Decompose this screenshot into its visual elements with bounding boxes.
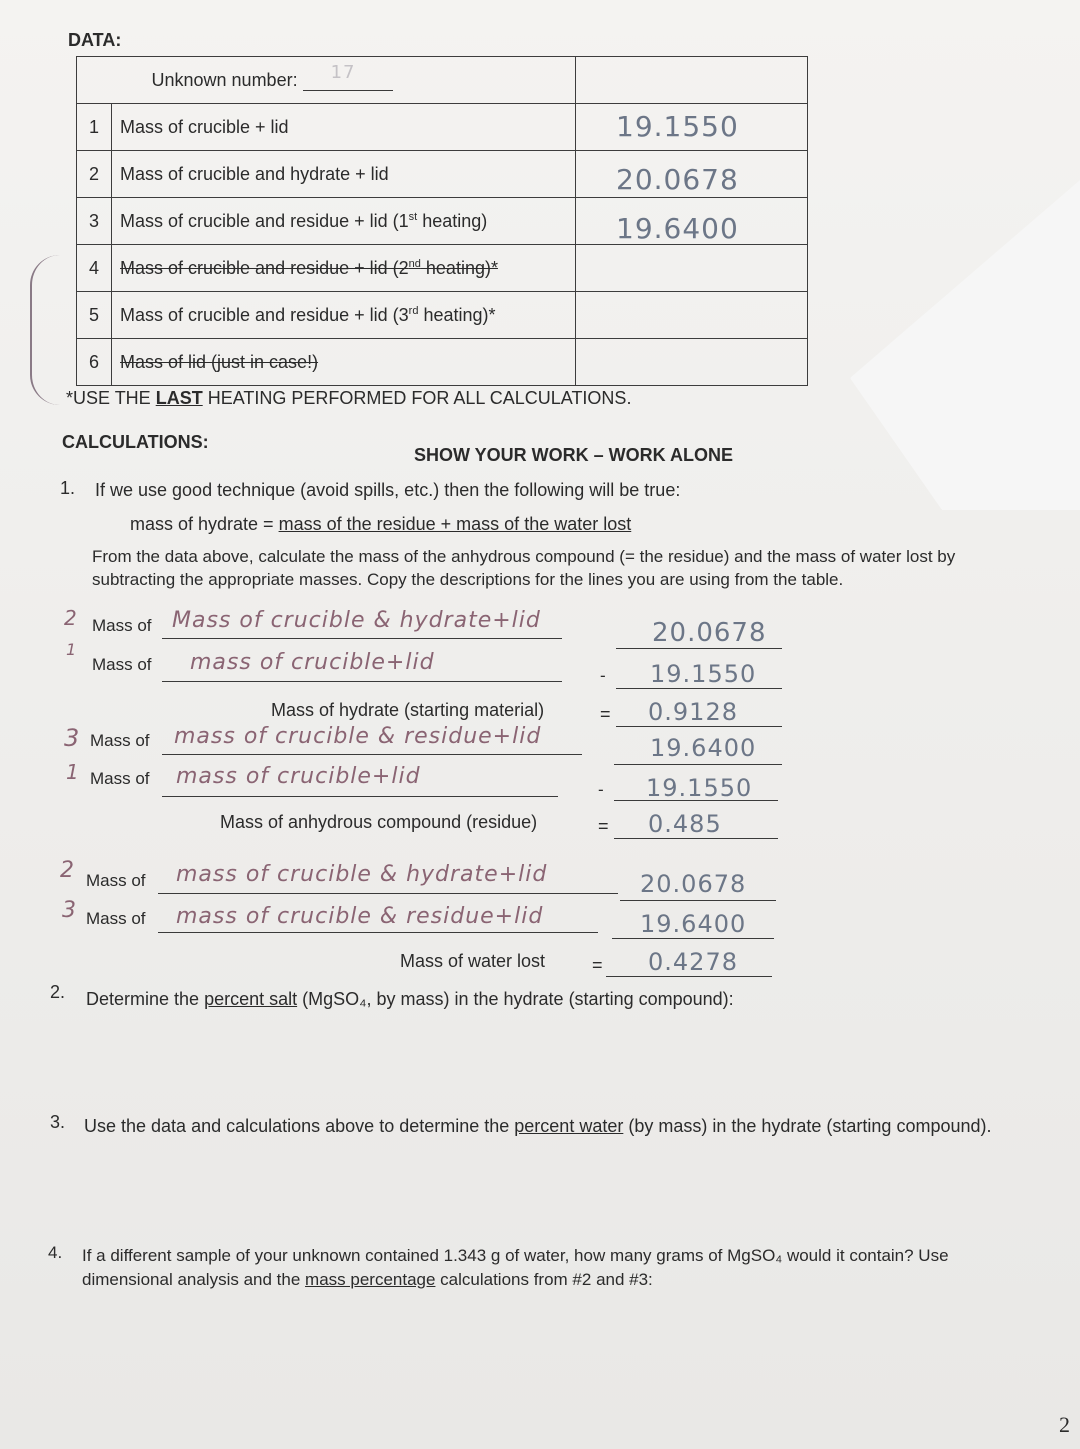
row-label: Mass of crucible and residue + lid (3rd heating)* xyxy=(112,292,576,339)
unknown-number-value: 17 xyxy=(330,61,356,83)
value-line xyxy=(612,938,774,939)
q2-number: 2. xyxy=(50,982,66,1002)
row-label: Mass of crucible and residue + lid (2nd heating)* xyxy=(112,245,576,292)
value-line xyxy=(614,764,782,765)
table-row xyxy=(77,198,808,245)
entry-line xyxy=(158,893,618,894)
line-ref: 1 xyxy=(66,640,78,659)
row-label: Mass of lid (just in case!) xyxy=(112,339,576,386)
row-value: 19.1550 xyxy=(616,110,739,143)
mass-of-label: Mass of xyxy=(86,909,146,928)
row-number: 5 xyxy=(77,292,112,339)
handwritten-value: 19.1550 xyxy=(650,660,757,688)
line-ref: 2 xyxy=(64,606,78,630)
line-ref: 3 xyxy=(64,724,81,752)
row-label: Mass of crucible + lid xyxy=(112,104,576,151)
line-ref: 3 xyxy=(62,898,77,923)
line-ref: 2 xyxy=(60,858,75,883)
handwritten-description: mass of crucible+lid xyxy=(190,650,435,675)
handwritten-value: 19.6400 xyxy=(640,910,747,938)
value-line xyxy=(616,688,782,689)
q1-number: 1. xyxy=(60,478,76,498)
table-row xyxy=(77,339,808,386)
data-heading: DATA: xyxy=(68,30,122,50)
unknown-number-row xyxy=(77,57,808,104)
equals-sign: = xyxy=(600,704,611,724)
q1-text: If we use good technique (avoid spills, etc.) then the following will be true: xyxy=(95,480,681,500)
q1-paragraph-line2: subtracting the appropriate masses. Copy the descriptions for the lines you are using from the table. xyxy=(92,570,844,589)
row-number: 2 xyxy=(77,151,112,198)
row-value: 20.0678 xyxy=(616,163,739,196)
handwritten-value: 19.1550 xyxy=(646,774,753,802)
table-row xyxy=(77,104,808,151)
value-line xyxy=(606,976,772,977)
handwritten-result: 0.4278 xyxy=(648,948,738,976)
handwritten-description: mass of crucible+lid xyxy=(176,764,421,789)
row-label: Mass of crucible and hydrate + lid xyxy=(112,151,576,198)
minus-sign: - xyxy=(598,780,604,799)
row-label: Mass of crucible and residue + lid (1st heating) xyxy=(112,198,576,245)
line-ref: 1 xyxy=(66,760,80,784)
pencil-brace-mark xyxy=(30,255,72,405)
q1-equation: mass of hydrate = mass of the residue + mass of the water lost xyxy=(130,514,632,534)
row-value: 19.6400 xyxy=(616,212,739,245)
handwritten-description: mass of crucible & residue+lid xyxy=(176,904,544,929)
mass-of-label: Mass of xyxy=(90,731,150,750)
row-number: 1 xyxy=(77,104,112,151)
unknown-number-label: Unknown number: xyxy=(151,69,298,90)
table-row xyxy=(77,151,808,198)
row-number: 3 xyxy=(77,198,112,245)
q3-number: 3. xyxy=(50,1112,66,1132)
minus-sign: - xyxy=(600,666,606,685)
value-line xyxy=(614,838,778,839)
result-label: Mass of hydrate (starting material) xyxy=(271,700,545,720)
row-number: 4 xyxy=(77,245,112,292)
q4-line2: dimensional analysis and the mass percentage calculations from #2 and #3: xyxy=(82,1270,653,1289)
q4-number: 4. xyxy=(48,1243,63,1262)
handwritten-result: 0.485 xyxy=(648,810,722,838)
footnote: *USE THE LAST HEATING PERFORMED FOR ALL CALCULATIONS. xyxy=(66,388,632,408)
handwritten-value: 20.0678 xyxy=(652,618,767,648)
handwritten-value: 20.0678 xyxy=(640,870,747,898)
mass-of-label: Mass of xyxy=(86,871,146,890)
handwritten-result: 0.9128 xyxy=(648,698,738,726)
mass-of-label: Mass of xyxy=(90,769,150,788)
q2-text: Determine the percent salt (MgSO₄, by mass) in the hydrate (starting compound): xyxy=(86,989,734,1009)
data-table xyxy=(76,56,808,386)
handwritten-description: mass of crucible & residue+lid xyxy=(174,724,542,749)
equals-sign: = xyxy=(592,955,603,975)
page-number: 2 xyxy=(1059,1412,1070,1437)
table-row xyxy=(77,245,808,292)
entry-line xyxy=(162,638,562,639)
unknown-number-field xyxy=(303,61,393,91)
value-line xyxy=(620,900,776,901)
handwritten-description: mass of crucible & hydrate+lid xyxy=(176,862,548,887)
q1-paragraph-line1: From the data above, calculate the mass of the anhydrous compound (= the residue) and the mass of water lost by xyxy=(92,547,956,566)
show-work-note: SHOW YOUR WORK – WORK ALONE xyxy=(414,445,733,465)
mass-of-label: Mass of xyxy=(92,616,152,635)
q4-line1: If a different sample of your unknown contained 1.343 g of water, how many grams of MgSO₄ would it contain? Use xyxy=(82,1246,949,1265)
value-line xyxy=(616,648,782,649)
entry-line xyxy=(162,796,558,797)
equals-sign: = xyxy=(598,816,609,836)
result-label: Mass of anhydrous compound (residue) xyxy=(220,812,538,832)
q3-text: Use the data and calculations above to determine the percent water (by mass) in the hydrate (starting compound). xyxy=(84,1116,992,1136)
entry-line xyxy=(162,754,582,755)
table-row xyxy=(77,292,808,339)
calculations-heading: CALCULATIONS: xyxy=(62,432,209,452)
value-line xyxy=(616,726,782,727)
handwritten-description: Mass of crucible & hydrate+lid xyxy=(172,608,541,633)
entry-line xyxy=(158,932,598,933)
entry-line xyxy=(162,681,562,682)
result-label: Mass of water lost xyxy=(400,951,546,971)
handwritten-value: 19.6400 xyxy=(650,734,757,762)
mass-of-label: Mass of xyxy=(92,655,152,674)
row-number: 6 xyxy=(77,339,112,386)
